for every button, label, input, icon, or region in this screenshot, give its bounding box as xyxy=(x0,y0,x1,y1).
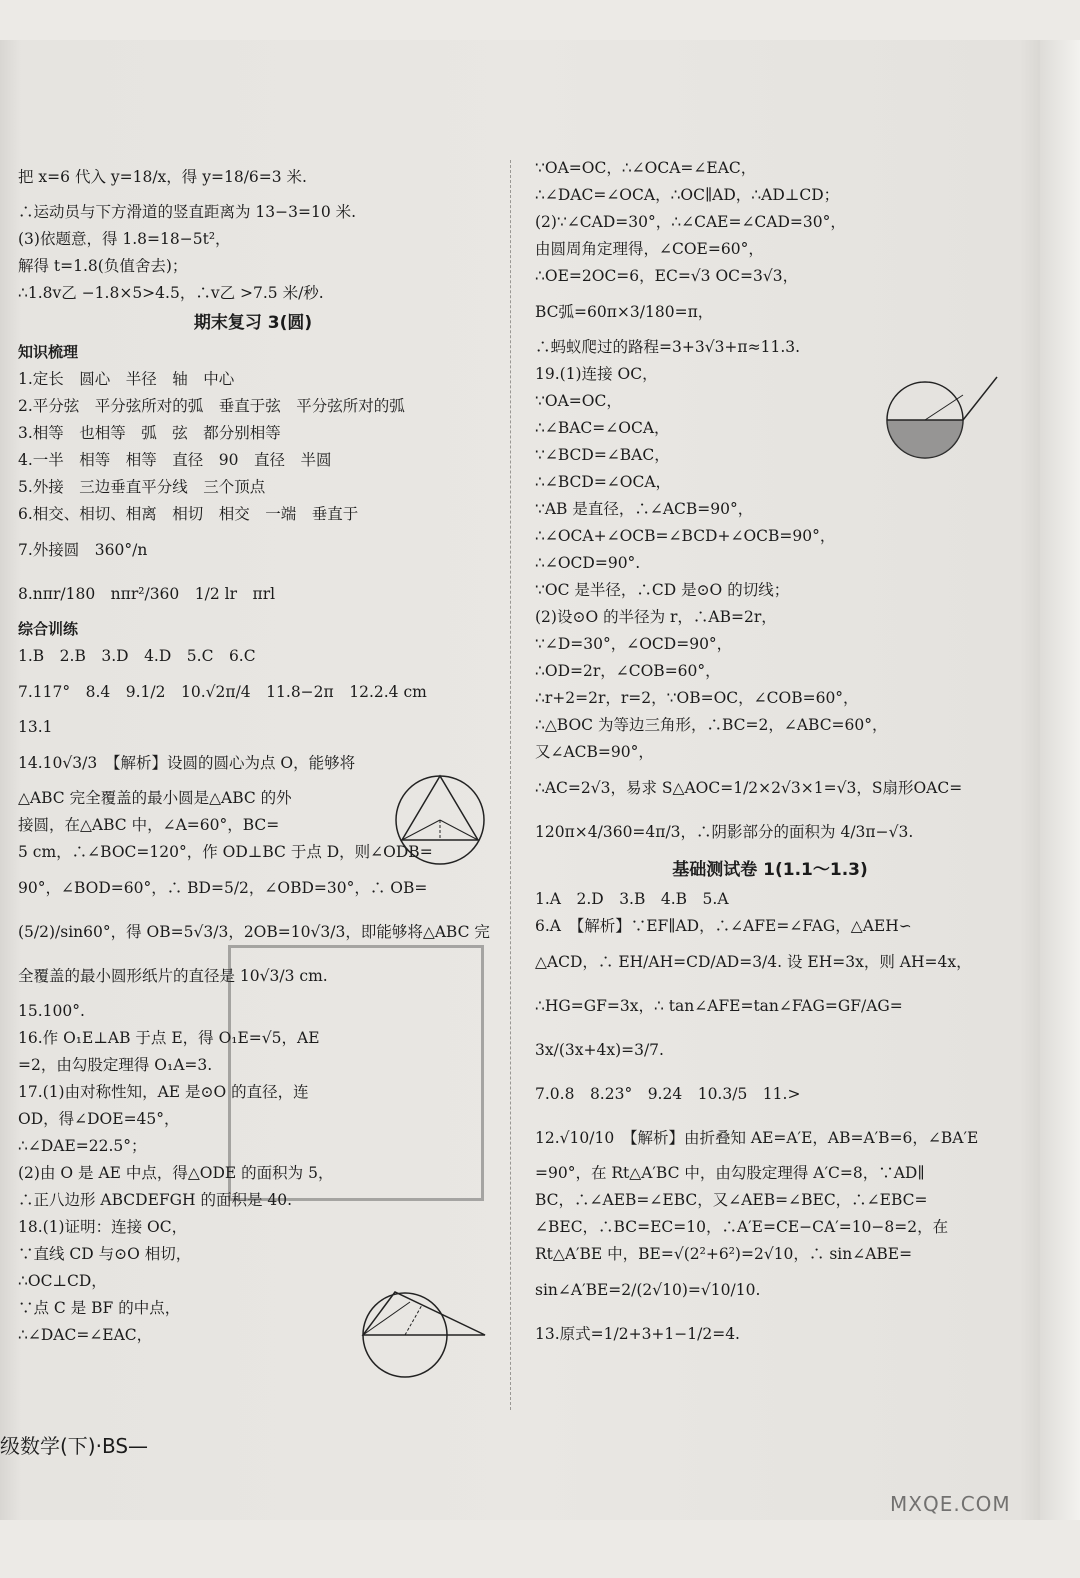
answer-line: ∵点 C 是 BF 的中点， xyxy=(18,1299,181,1317)
answer-line: 6.相交、相切、相离 相切 相交 一端 垂直于 xyxy=(18,505,359,523)
watermark-stamp xyxy=(228,945,484,1201)
section-heading: 基础测试卷 1(1.1～1.3) xyxy=(672,860,868,880)
answer-line: △ACD，∴ EH/AH=CD/AD=3/4. 设 EH=3x，则 AH=4x， xyxy=(535,953,972,971)
page-edge xyxy=(1040,40,1080,1520)
answer-line: 18.(1)证明：连接 OC， xyxy=(18,1218,188,1236)
answer-line: 4.一半 相等 相等 直径 90 直径 半圆 xyxy=(18,451,332,469)
site-logo xyxy=(890,1492,1011,1516)
text-line: ∴OE=2OC=6，EC=√3 OC=3√3， xyxy=(535,267,799,285)
answer-line: 16.作 O₁E⊥AB 于点 E，得 O₁E=√5，AE xyxy=(18,1029,320,1047)
answer-line: 1.A 2.D 3.B 4.B 5.A xyxy=(535,890,729,908)
text-line: (2)设⊙O 的半径为 r，∴AB=2r， xyxy=(535,608,777,626)
subsection-title: 综合训练 xyxy=(18,620,79,638)
subsection-title: 知识梳理 xyxy=(18,343,79,361)
answer-line: 6.A 【解析】∵EF∥AD，∴∠AFE=∠FAG，△AEH∽ xyxy=(535,917,912,935)
answer-line: △ABC 完全覆盖的最小圆是△ABC 的外 xyxy=(18,789,292,807)
text-line: BC弧=60π×3/180=π， xyxy=(535,303,714,321)
answer-line: Rt△A′BE 中，BE=√(2²+6²)=2√10，∴ sin∠ABE= xyxy=(535,1245,913,1263)
text-line: 由圆周角定理得，∠COE=60°， xyxy=(535,240,764,258)
text-line: ∴∠BAC=∠OCA， xyxy=(535,419,670,437)
text-line: 又∠ACB=90°， xyxy=(535,743,654,761)
text-line: 解得 t=1.8(负值舍去)； xyxy=(18,257,188,275)
circle-chord-figure xyxy=(350,1280,490,1380)
column-divider xyxy=(510,160,511,1410)
answer-line: 14.10√3/3 【解析】设圆的圆心为点 O，能够将 xyxy=(18,754,356,772)
text-line: ∴∠OCD=90°. xyxy=(535,554,641,572)
answer-line: 13.1 xyxy=(18,718,53,736)
answer-line: 90°，∠BOD=60°，∴ BD=5/2，∠OBD=30°，∴ OB= xyxy=(18,879,428,897)
answer-line: =90°，在 Rt△A′BC 中，由勾股定理得 A′C=8，∵AD∥ xyxy=(535,1164,925,1182)
text-line: ∵OC 是半径，∴CD 是⊙O 的切线； xyxy=(535,581,790,599)
answer-line: 2.平分弦 平分弦所对的弧 垂直于弦 平分弦所对的弧 xyxy=(18,397,405,415)
text-line: ∴1.8v乙 −1.8×5>4.5，∴v乙 >7.5 米/秒. xyxy=(18,284,324,302)
answer-line: ∴∠DAC=∠EAC， xyxy=(18,1326,153,1344)
answer-line: 8.nπr/180 nπr²/360 1/2 lr πrl xyxy=(18,585,276,603)
text-line: ∴△BOC 为等边三角形，∴BC=2，∠ABC=60°， xyxy=(535,716,888,734)
section-heading: 期末复习 3(圆) xyxy=(193,313,313,333)
right-column xyxy=(535,155,1005,1356)
text-line: (2)∵∠CAD=30°，∴∠CAE=∠CAD=30°， xyxy=(535,213,846,231)
answer-line: 1.定长 圆心 半径 轴 中心 xyxy=(18,370,235,388)
answer-line: (5/2)/sin60°，得 OB=5√3/3，2OB=10√3/3，即能够将△ABC 完 xyxy=(18,923,490,941)
text-line: ∵AB 是直径，∴∠ACB=90°， xyxy=(535,500,754,518)
answer-line: =2，由勾股定理得 O₁A=3. xyxy=(18,1056,213,1074)
answer-line: 13.原式=1/2+3+1−1/2=4. xyxy=(535,1325,740,1343)
text-line: ∴∠OCA+∠OCB=∠BCD+∠OCB=90°， xyxy=(535,527,836,545)
answer-line: ∠BEC，∴BC=EC=10，∴A′E=CE−CA′=10−8=2，在 xyxy=(535,1218,949,1236)
answer-line: 17.(1)由对称性知，AE 是⊙O 的直径，连 xyxy=(18,1083,309,1101)
text-line: ∴OD=2r，∠COB=60°， xyxy=(535,662,721,680)
text-line: (3)依题意，得 1.8=18−5t²， xyxy=(18,230,231,248)
answer-line: (2)由 O 是 AE 中点，得△ODE 的面积为 5， xyxy=(18,1164,334,1182)
text-line: ∴运动员与下方滑道的竖直距离为 13−3=10 米. xyxy=(18,203,357,221)
answer-line: ∴正八边形 ABCDEFGH 的面积是 40. xyxy=(18,1191,293,1209)
answer-line: ∵直线 CD 与⊙O 相切， xyxy=(18,1245,192,1263)
answer-line: 1.B 2.B 3.D 4.D 5.C 6.C xyxy=(18,647,256,665)
text-line: ∵∠D=30°，∠OCD=90°， xyxy=(535,635,733,653)
answer-line: 3x/(3x+4x)=3/7. xyxy=(535,1041,664,1059)
logo-url: MXQE.COM xyxy=(890,1492,1011,1516)
text-line: ∵∠BCD=∠BAC， xyxy=(535,446,670,464)
text-line: ∴∠DAC=∠OCA，∴OC∥AD，∴AD⊥CD； xyxy=(535,186,840,204)
text-line: ∴∠BCD=∠OCA， xyxy=(535,473,672,491)
answer-line: 15.100°. xyxy=(18,1002,85,1020)
answer-line: 7.117° 8.4 9.1/2 10.√2π/4 11.8−2π 12.2.4 cm xyxy=(18,683,427,701)
text-line: ∵OA=OC，∴∠OCA=∠EAC， xyxy=(535,159,757,177)
answer-line: 全覆盖的最小圆形纸片的直径是 10√3/3 cm. xyxy=(18,967,328,985)
answer-line: 5.外接 三边垂直平分线 三个顶点 xyxy=(18,478,266,496)
text-line: ∴AC=2√3，易求 S△AOC=1/2×2√3×1=√3，S扇形OAC= xyxy=(535,779,963,797)
answer-line: 接圆，在△ABC 中，∠A=60°，BC= xyxy=(18,816,280,834)
text-line: 19.(1)连接 OC， xyxy=(535,365,658,383)
text-line: ∴r+2=2r，r=2，∵OB=OC，∠COB=60°， xyxy=(535,689,859,707)
page-footer: 级数学(下)·BS— xyxy=(0,1434,149,1458)
answer-line: ∴HG=GF=3x，∴ tan∠AFE=tan∠FAG=GF/AG= xyxy=(535,997,903,1015)
answer-line: 3.相等 也相等 弧 弦 都分别相等 xyxy=(18,424,281,442)
text-line: ∵OA=OC， xyxy=(535,392,622,410)
text-line: ∴蚂蚁爬过的路程=3+3√3+π≈11.3. xyxy=(535,338,801,356)
answer-line: 7.外接圆 360°/n xyxy=(18,541,148,559)
answer-line: 5 cm，∴∠BOC=120°，作 OD⊥BC 于点 D，则∠ODB= xyxy=(18,843,433,861)
text-line: 把 x=6 代入 y=18/x，得 y=18/6=3 米. xyxy=(18,168,307,186)
circle-tangent-figure xyxy=(885,375,1015,465)
answer-line: BC，∴∠AEB=∠EBC，又∠AEB=∠BEC，∴∠EBC= xyxy=(535,1191,928,1209)
answer-line: ∴OC⊥CD， xyxy=(18,1272,107,1290)
answer-line: 7.0.8 8.23° 9.24 10.3/5 11.> xyxy=(535,1085,801,1103)
triangle-circle-figure xyxy=(390,770,490,870)
answer-line: 12.√10/10 【解析】由折叠知 AE=A′E，AB=A′B=6，∠BA′E xyxy=(535,1129,979,1147)
answer-line: OD，得∠DOE=45°， xyxy=(18,1110,180,1128)
answer-line: ∴∠DAE=22.5°； xyxy=(18,1137,147,1155)
answer-line: sin∠A′BE=2/(2√10)=√10/10. xyxy=(535,1281,761,1299)
text-line: 120π×4/360=4π/3，∴阴影部分的面积为 4/3π−√3. xyxy=(535,823,914,841)
